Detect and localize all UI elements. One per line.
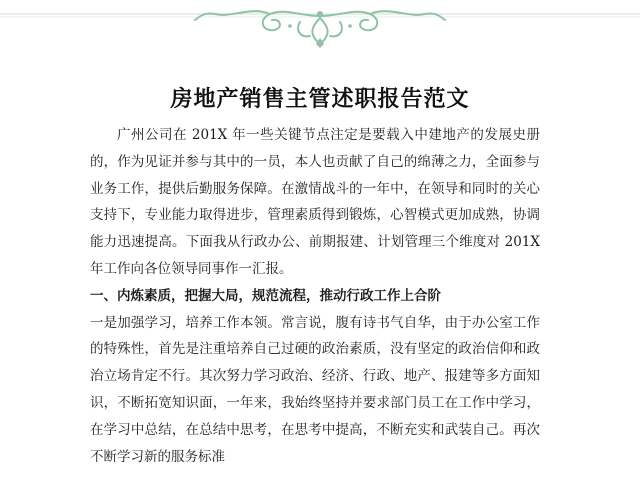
decorative-header-ornament [0,0,640,52]
page-title: 房地产销售主管述职报告范文 [170,86,470,112]
section-heading: 一、内炼素质，把握大局，规范流程，推动行政工作上合阶 [90,287,441,304]
intro-paragraph: 广州公司在 201X 年一些关键节点注定是要载入中建地产的发展史册的，作为见证并参与其中的一员，本人也贡献了自己的绵薄之力，全面参与业务工作，提供后勤服务保障。在激情战斗的一年中，在领导和同时的关心支持下，专业能力取得进步，管理素质得到锻炼，心智模式更加成熟，协调能力迅速提高。下面我从行政办公、前期报建、计划管理三个维度对 201X 年工作向各位领导同事作一汇报。 [90,127,540,277]
section-paragraph: 一是加强学习，培养工作本领。常言说，腹有诗书气自华，由于办公室工作的特殊性，首先是注重培养自己过硬的政治素质，没有坚定的政治信仰和政治立场肯定不行。其次努力学习政治、经济、行政、地产、报建等多方面知识，不断拓宽知识面，一年来，我始终坚持并要求部门员工在工作中学习，在学习中总结，在总结中思考，在思考中提高，不断充实和武装自己。再次不断学习新的服务标准 [90,314,540,465]
document-body [90,122,540,470]
